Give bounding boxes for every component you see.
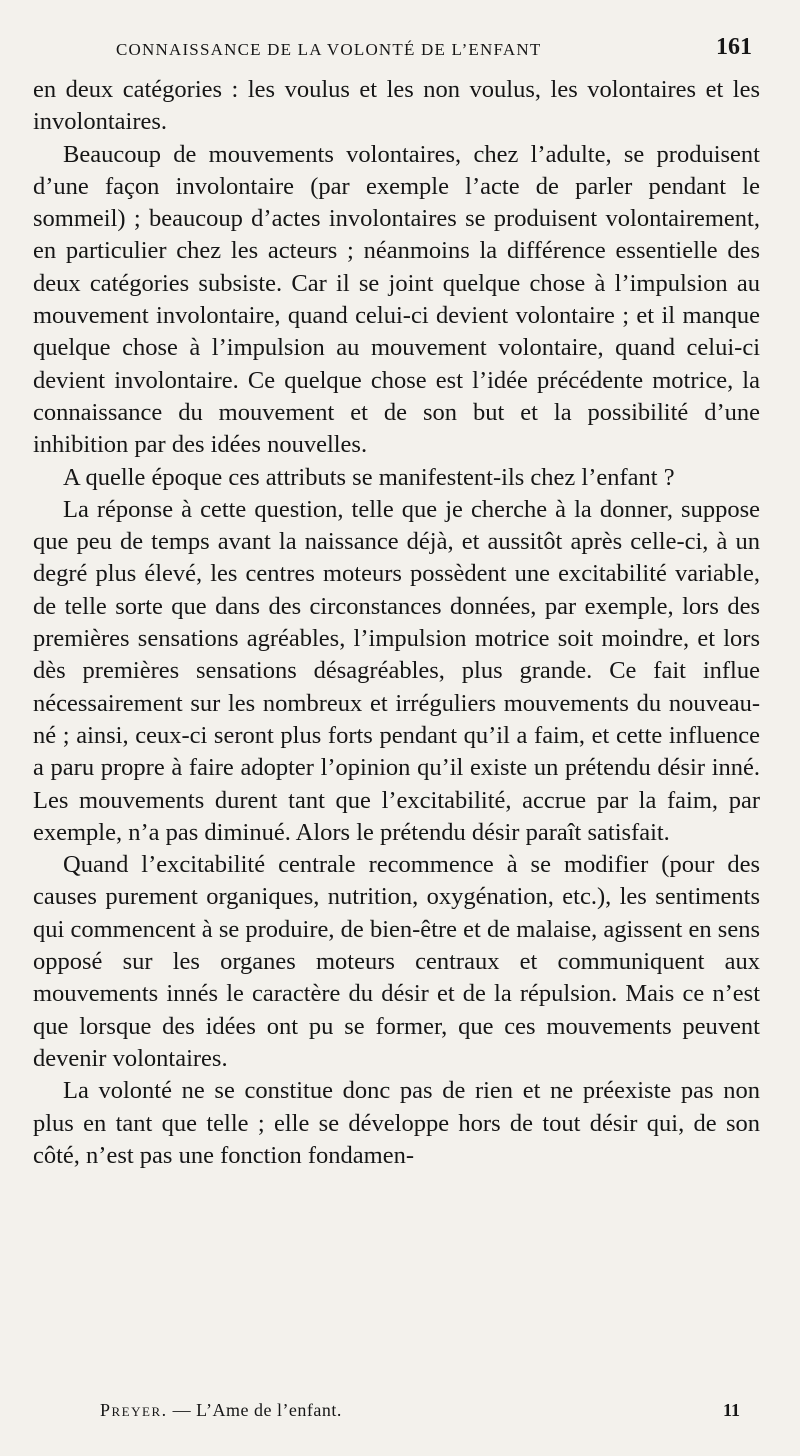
paragraph: Quand l’excitabilité centrale recommence à se modifier (pour des causes purement organiques, nutrition, oxygénation, etc.), les sentiments qui commencent à se produire, de bien-être et de malaise, agissent en sens opposé sur les organes moteurs centraux et communiquent aux mouvements innés le caractère du désir et de la répulsion. Mais ce n’est que lorsque des idées ont pu se former, que ces mouvements peuvent devenir volontaires. bbox=[33, 851, 760, 1072]
signature-mark: 11 bbox=[722, 1400, 740, 1420]
footer-author: Preyer. bbox=[100, 1400, 168, 1420]
footer-citation bbox=[100, 1400, 342, 1421]
paragraph: La réponse à cette question, telle que je cherche à la donner, suppose que peu de temps avant la naissance déjà, et aussitôt après celle-ci, à un degré plus élevé, les centres moteurs possèdent une excitabilité variable, de telle sorte que dans des circonstances données, par exemple, lors des premières sensations agréables, l’impulsion motrice soit moindre, et lors dès premières sensations désagréables, plus grande. Ce fait influe nécessairement sur les nombreux et irréguliers mouvements du nouveau-né ; ainsi, ceux-ci seront plus forts pendant qu’il a faim, et cette influence a paru propre à faire adopter l’opinion qu’il existe un prétendu désir inné. Les mouvements durent tant que l’excitabilité, accrue par la faim, par exemple, n’a pas diminué. Alors le prétendu désir paraît satisfait. bbox=[33, 495, 760, 846]
paragraph: La volonté ne se constitue donc pas de rien et ne préexiste pas non plus en tant que telle ; elle se développe hors de tout désir qui, de son côté, n’est pas une fonction fondamen- bbox=[33, 1077, 760, 1169]
footer-book-title: L’Ame de l’enfant. bbox=[196, 1400, 342, 1420]
paragraph: Beaucoup de mouvements volontaires, chez l’adulte, se produisent d’une façon involontaire (par exemple l’acte de parler pendant le sommeil) ; beaucoup d’actes involontaires se produisent volontairement, en particulier chez les acteurs ; néanmoins la différence essentielle des deux catégories subsiste. Car il se joint quelque chose à l’impulsion au mouvement involontaire, quand celui-ci devient volontaire ; et il manque quelque chose à l’impulsion au mouvement volontaire, quand celui-ci devient involontaire. Ce quelque chose est l’idée précédente motrice, la connaissance du mouvement et de son but et la possibilité d’une inhibition par des idées nouvelles. bbox=[33, 140, 760, 459]
footer-separator: — bbox=[167, 1400, 197, 1420]
page-number: 161 bbox=[716, 34, 752, 60]
running-head bbox=[36, 36, 752, 62]
paragraph: en deux catégories : les voulus et les non voulus, les volontaires et les involontaires. bbox=[33, 76, 760, 136]
running-title: CONNAISSANCE DE LA VOLONTÉ DE L’ENFANT bbox=[116, 40, 542, 59]
page-footer bbox=[100, 1400, 740, 1426]
paragraph: A quelle époque ces attributs se manifestent-ils chez l’enfant ? bbox=[63, 463, 675, 491]
body-text bbox=[33, 74, 760, 1172]
